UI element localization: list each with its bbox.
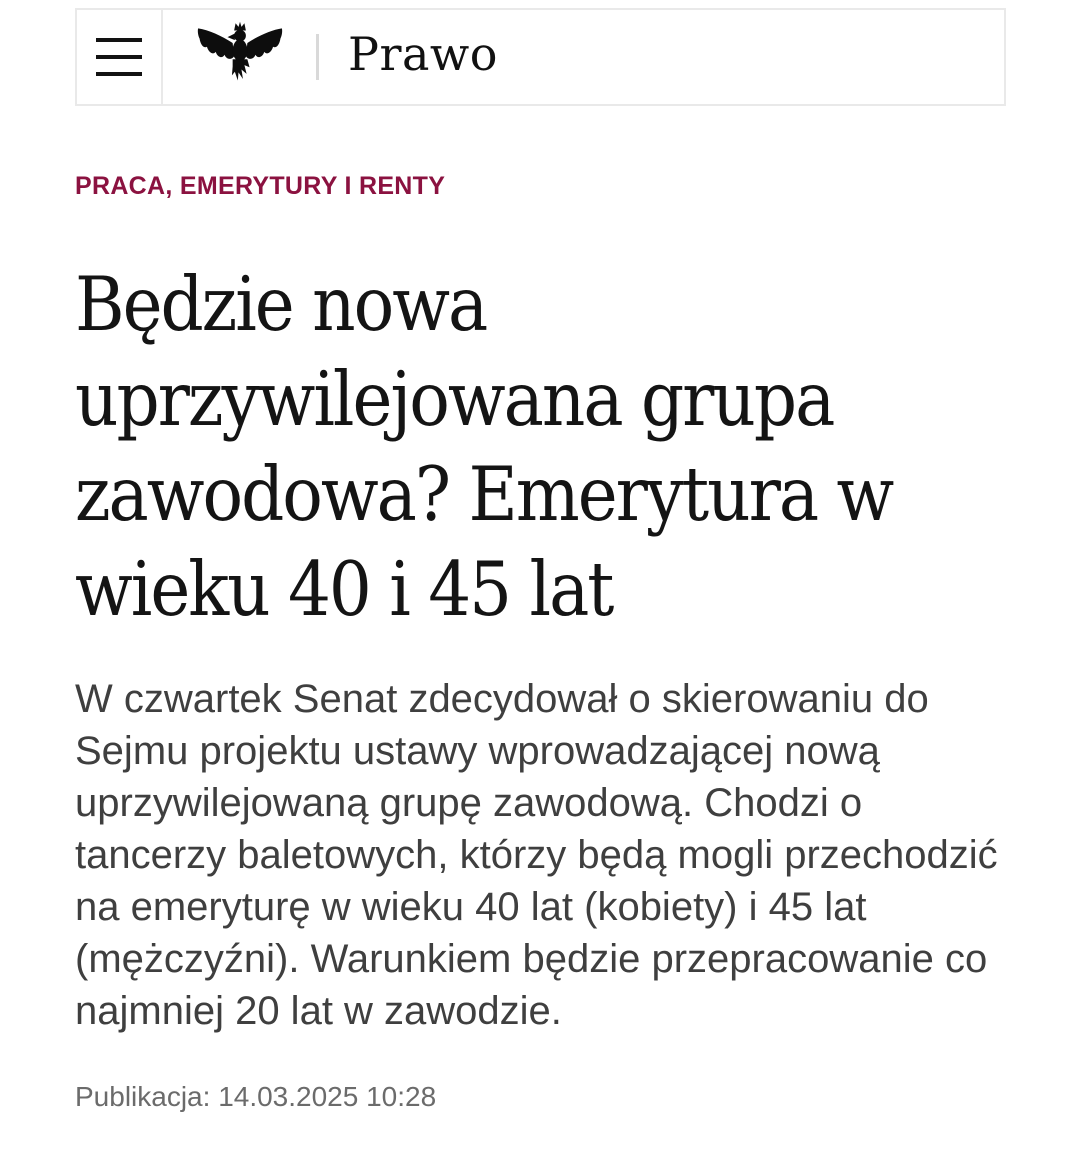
brand-divider — [316, 34, 319, 80]
headline-line: zawodowa? Emerytura w — [75, 450, 893, 538]
publication-label: Publikacja: — [75, 1081, 211, 1112]
brand-title: Prawo — [348, 27, 498, 81]
hamburger-icon — [96, 38, 142, 42]
article-headline — [75, 257, 1005, 637]
article-page — [0, 106, 1080, 1113]
menu-button[interactable] — [77, 10, 163, 104]
eagle-icon — [192, 21, 288, 93]
headline-line: uprzywilejowana grupa — [75, 355, 834, 443]
headline-line: wieku 40 i 45 lat — [75, 545, 613, 633]
article-lead: W czwartek Senat zdecydował o skierowaniu do Sejmu projektu ustawy wprowadzającej nową uprzywilejowaną grupę zawodową. Chodzi o tancerzy baletowych, którzy będą mogli przechodzić na emeryturę w wieku 40 lat (kobiety) i 45 lat (mężczyźni). Warunkiem będzie przepracowanie co najmniej 20 lat w zawodzie. — [75, 677, 998, 1033]
category-link[interactable]: PRACA, EMERYTURY I RENTY — [75, 172, 446, 200]
brand-logo-link[interactable] — [163, 10, 498, 104]
publication-info — [75, 1081, 1005, 1113]
publication-datetime: 14.03.2025 10:28 — [218, 1081, 437, 1112]
headline-line: Będzie nowa — [75, 260, 487, 348]
header-bar — [75, 8, 1006, 106]
